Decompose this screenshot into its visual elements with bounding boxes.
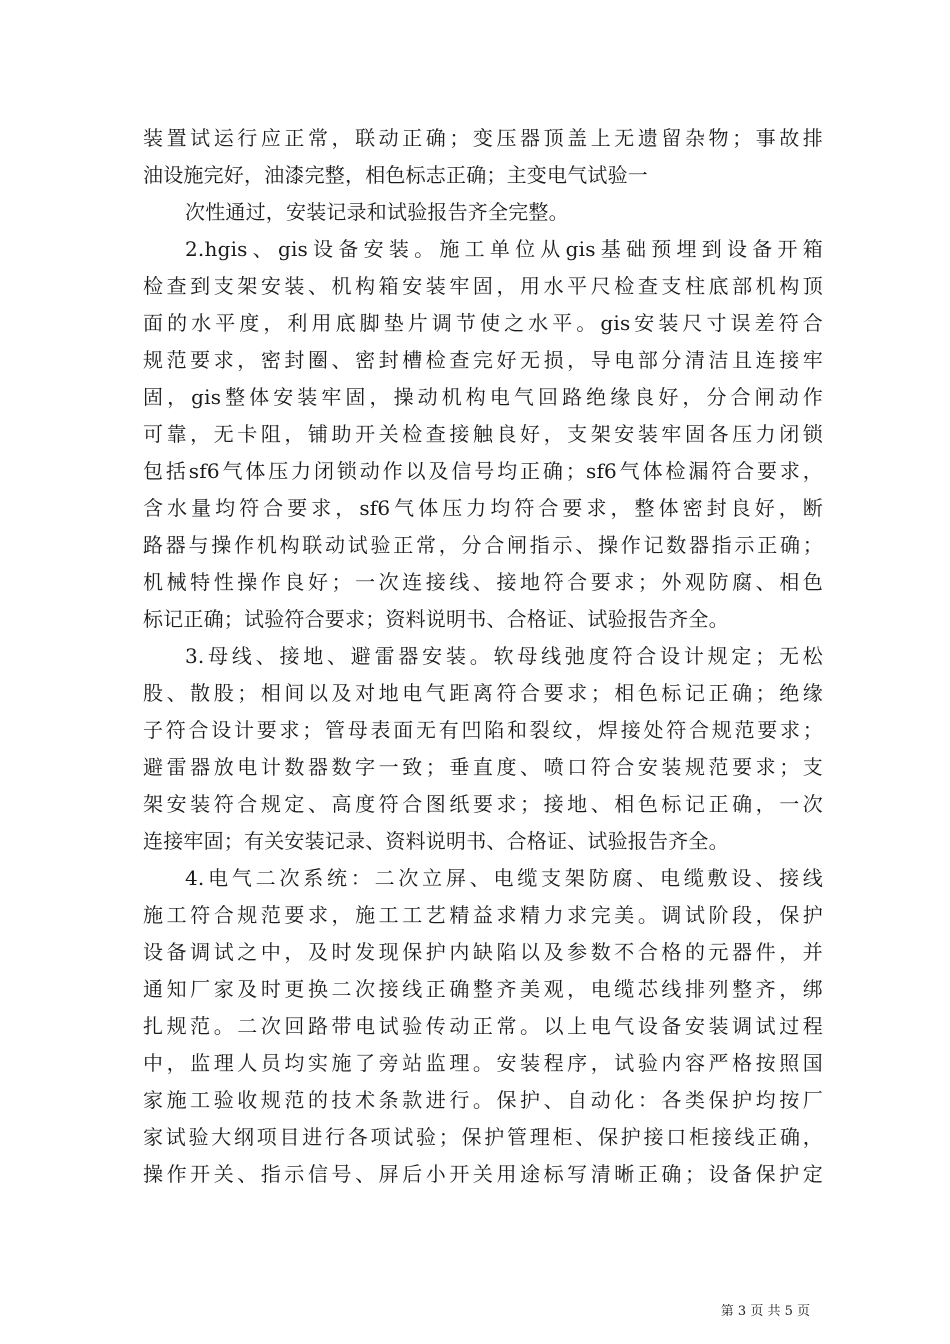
text-line: 家试验大纲项目进行各项试验；保护管理柜、保护接口柜接线正确， — [143, 1125, 823, 1149]
text-line: 规范要求，密封圈、密封槽检查完好无损，导电部分清洁且连接牢 — [143, 348, 823, 372]
text-line: 4.电气二次系统：二次立屏、电缆支架防腐、电缆敷设、接线 — [185, 866, 823, 890]
text-line: 中，监理人员均实施了旁站监理。安装程序，试验内容严格按照国 — [143, 1051, 823, 1075]
text-line: 检查到支架安装、机构箱安装牢固，用水平尺检查支柱底部机构顶 — [143, 274, 823, 298]
text-line: 子符合设计要求；管母表面无有凹陷和裂纹，焊接处符合规范要求； — [143, 718, 823, 742]
text-line: 连接牢固；有关安装记录、资料说明书、合格证、试验报告齐全。 — [143, 829, 729, 853]
text-line: 标记正确；试验符合要求；资料说明书、合格证、试验报告齐全。 — [143, 607, 729, 631]
body-text — [143, 120, 823, 1193]
text-line: 面的水平度，利用底脚垫片调节使之水平。gis安装尺寸误差符合 — [143, 311, 823, 335]
text-line: 扎规范。二次回路带电试验传动正常。以上电气设备安装调试过程 — [143, 1014, 823, 1038]
text-line: 施工符合规范要求，施工工艺精益求精力求完美。调试阶段，保护 — [143, 903, 823, 927]
text-line: 固，gis整体安装牢固，操动机构电气回路绝缘良好，分合闸动作 — [143, 385, 823, 409]
text-line: 2.hgis、gis设备安装。施工单位从gis基础预埋到设备开箱 — [185, 237, 823, 261]
text-line: 家施工验收规范的技术条款进行。保护、自动化：各类保护均按厂 — [143, 1088, 823, 1112]
text-line: 操作开关、指示信号、屏后小开关用途标写清晰正确；设备保护定 — [143, 1162, 823, 1186]
text-line: 通知厂家及时更换二次接线正确整齐美观，电缆芯线排列整齐，绑 — [143, 977, 823, 1001]
text-line: 机械特性操作良好；一次连接线、接地符合要求；外观防腐、相色 — [143, 570, 823, 594]
text-line: 3.母线、接地、避雷器安装。软母线弛度符合设计规定；无松 — [185, 644, 823, 668]
text-line: 路器与操作机构联动试验正常，分合闸指示、操作记数器指示正确； — [143, 533, 823, 557]
text-line: 股、散股；相间以及对地电气距离符合要求；相色标记正确；绝缘 — [143, 681, 823, 705]
text-line: 油设施完好，油漆完整，相色标志正确；主变电气试验一 — [143, 163, 648, 187]
text-line: 设备调试之中，及时发现保护内缺陷以及参数不合格的元器件，并 — [143, 940, 823, 964]
text-line: 含水量均符合要求，sf6气体压力均符合要求，整体密封良好，断 — [143, 496, 823, 520]
text-line: 包括sf6气体压力闭锁动作以及信号均正确；sf6气体检漏符合要求， — [143, 459, 823, 483]
text-line: 装置试运行应正常，联动正确；变压器顶盖上无遗留杂物；事故排 — [143, 126, 823, 150]
text-line: 架安装符合规定、高度符合图纸要求；接地、相色标记正确，一次 — [143, 792, 823, 816]
page-number: 第 3 页 共 5 页 — [720, 1304, 810, 1319]
text-line: 避雷器放电计数器数字一致；垂直度、喷口符合安装规范要求；支 — [143, 755, 823, 779]
text-line: 可靠，无卡阻，铺助开关检查接触良好，支架安装牢固各压力闭锁 — [143, 422, 823, 446]
text-line: 次性通过，安装记录和试验报告齐全完整。 — [185, 200, 569, 224]
